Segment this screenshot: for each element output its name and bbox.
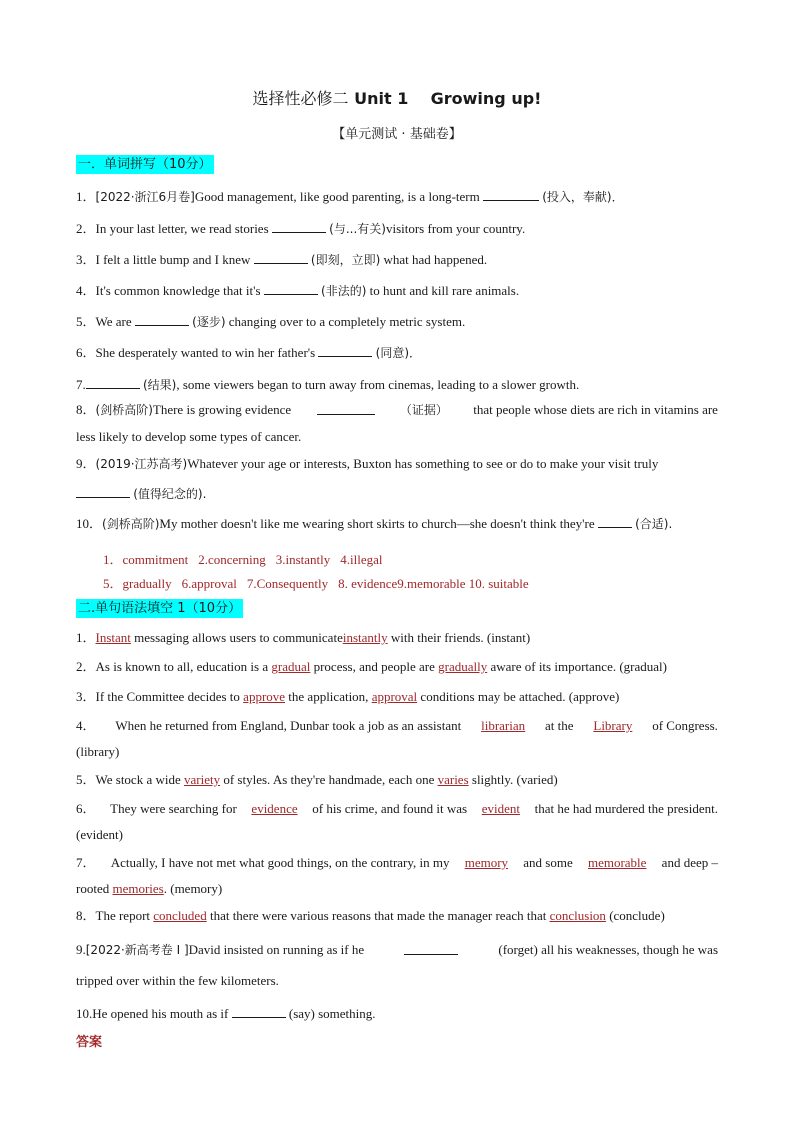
- q6: 6．She desperately wanted to win her father's (同意)．: [76, 345, 422, 360]
- page-title: 选择性必修二 Unit 1 Growing up!: [252, 89, 542, 108]
- answer-blank[interactable]: [254, 251, 308, 264]
- answer-blank[interactable]: [317, 402, 375, 415]
- s7-line2: rooted memories. (memory): [76, 881, 223, 896]
- s9: 9.[2022·新高考卷 I ]David insisted on running as if he (forget) all his weaknesses, though he was: [76, 942, 718, 957]
- s3: 3．If the Committee decides to approve the application, approval conditions may be attached. (approve): [76, 689, 620, 704]
- s6: 6． They were searching for evidence of his crime, and found it was evident that he had murdered the president.: [76, 801, 718, 816]
- s10: 10.He opened his mouth as if (say) something.: [76, 1006, 376, 1021]
- s8: 8．The report concluded that there were various reasons that made the manager reach that conclusion (conclude): [76, 908, 665, 923]
- answer-blank[interactable]: [318, 344, 372, 357]
- answer-label: 答案: [76, 1035, 103, 1050]
- s1: 1．Instant messaging allows users to communicateinstantly with their friends. (instant): [76, 630, 531, 645]
- answers-row-1: 1．commitment 2.concerning 3.instantly 4.illegal: [103, 552, 383, 567]
- s7: 7． Actually, I have not met what good things, on the contrary, in my memory and some memorable and deep –: [76, 855, 718, 870]
- answers-row-2: 5．gradually 6.approval 7.Consequently 8. evidence9.memorable 10. suitable: [103, 576, 529, 591]
- answer-blank[interactable]: [598, 515, 632, 528]
- q1: 1．[2022·浙江6月卷]Good management, like good parenting, is a long-term (投入，奉献)．: [76, 189, 624, 204]
- q9: 9．(2019·江苏高考)Whatever your age or interests, Buxton has something to see or do to make your visit truly: [76, 456, 659, 471]
- s5: 5．We stock a wide variety of styles. As they're handmade, each one varies slightly. (varied): [76, 772, 558, 787]
- answer-blank[interactable]: [264, 282, 318, 295]
- q7: 7. (结果), some viewers began to turn away from cinemas, leading to a slower growth.: [76, 377, 580, 392]
- q2: 2．In your last letter, we read stories (与...有关)visitors from your country.: [76, 221, 526, 236]
- q8-line2: less likely to develop some types of cancer.: [76, 429, 302, 444]
- q8: 8．(剑桥高阶)There is growing evidence （证据） that people whose diets are rich in vitamins are: [76, 402, 718, 417]
- page-subtitle: 【单元测试 · 基础卷】: [332, 127, 462, 142]
- answer-blank[interactable]: [135, 313, 189, 326]
- answer-blank[interactable]: [86, 376, 140, 389]
- s4: 4． When he returned from England, Dunbar took a job as an assistant librarian at the Library of Congress.: [76, 718, 718, 733]
- section1-heading: 一．单词拼写（10分）: [78, 157, 212, 172]
- section2-heading: 二.单句语法填空 1（10分）: [78, 601, 242, 616]
- s2: 2．As is known to all, education is a gradual process, and people are gradually aware of its importance. (gradual): [76, 659, 667, 674]
- q3: 3．I felt a little bump and I knew (即刻，立即) what had happened.: [76, 252, 488, 267]
- s6-line2: (evident): [76, 827, 123, 842]
- answer-blank[interactable]: [272, 220, 326, 233]
- answer-blank[interactable]: [76, 485, 130, 498]
- answer-blank[interactable]: [404, 942, 458, 955]
- q5: 5．We are (逐步) changing over to a completely metric system.: [76, 314, 466, 329]
- q9-line2: (值得纪念的).: [76, 485, 718, 502]
- q10: 10．(剑桥高阶)My mother doesn't like me wearing short skirts to church—she doesn't think they're (合适).: [76, 516, 673, 531]
- answer-blank[interactable]: [483, 188, 539, 201]
- answer-blank[interactable]: [232, 1005, 286, 1018]
- s4-line2: (library): [76, 744, 120, 759]
- s9-line2: tripped over within the few kilometers.: [76, 973, 279, 988]
- q4: 4．It's common knowledge that it's (非法的) to hunt and kill rare animals.: [76, 283, 520, 298]
